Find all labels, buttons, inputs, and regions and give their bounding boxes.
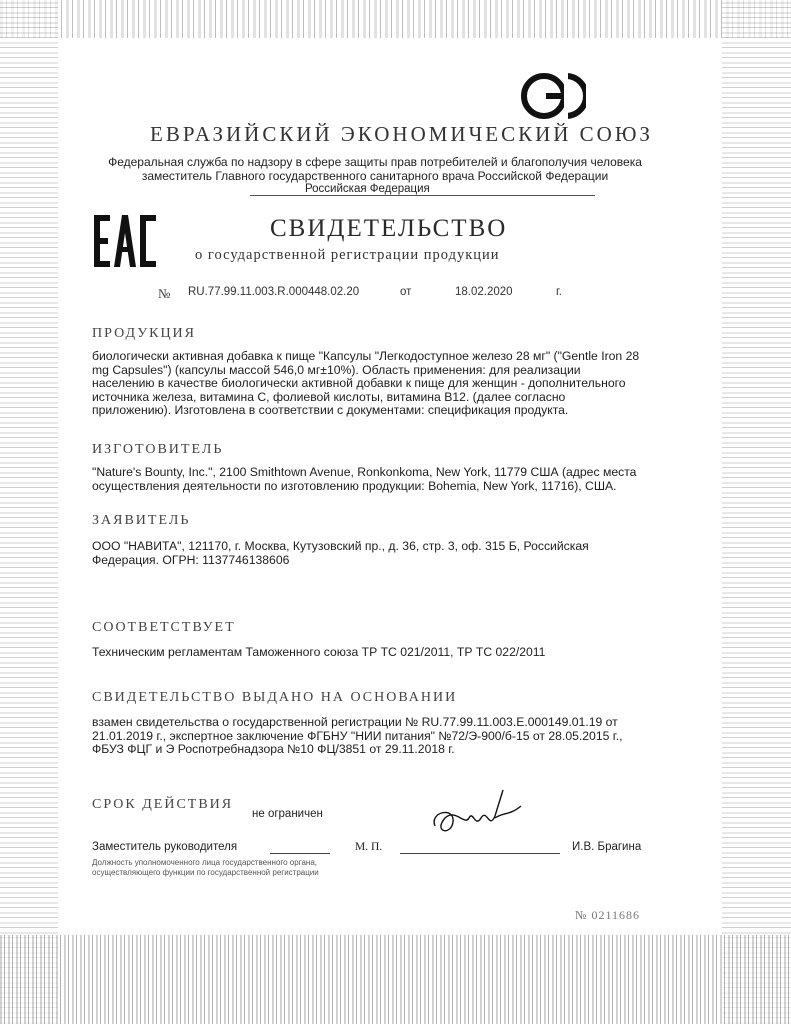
country-name: Российская Федерация (305, 183, 430, 195)
complies-heading: СООТВЕТСТВУЕТ (92, 620, 236, 635)
eac-mark-icon (92, 211, 158, 271)
complies-text: Техническим регламентам Таможенного союза ТР ТС 021/2011, ТР ТС 022/2011 (92, 645, 546, 659)
basis-text: взамен свидетельства о государственной регистрации № RU.77.99.11.003.Е.000149.01.19 от 21.01.2019 г., экспертное заключение ФГБНУ "НИИ питания" №72/Э-900/б-15 от 28.05.2015 г., ФБУЗ ФЦГ и Э Роспотребнадзора №10 ФЦ/3851 от 29.11.2018 г. (92, 715, 623, 757)
handwritten-signature (425, 782, 535, 844)
stamp-label: М. П. (355, 841, 383, 853)
validity-heading: СРОК ДЕЙСТВИЯ (92, 797, 234, 812)
country-underline (250, 195, 595, 196)
scan-border-bottom (0, 935, 791, 1024)
fineprint: Должность уполномоченного лица государственного органа, осуществляющего функции по государственной регистрации (92, 858, 319, 877)
scan-border-left (0, 0, 58, 1024)
manufacturer-text: "Nature's Bounty, Inc.", 2100 Smithtown Avenue, Ronkonkoma, New York, 11779 США (адрес места осуществления деятельности по изготовлению продукции: Bohemia, New York, 11716), США. (92, 465, 637, 493)
year-suffix: г. (556, 286, 562, 298)
conformity-mark-icon (520, 70, 586, 122)
product-heading: ПРОДУКЦИЯ (92, 326, 197, 341)
signature-line-middle (400, 853, 560, 854)
signatory-name: И.В. Брагина (572, 841, 642, 853)
manufacturer-heading: ИЗГОТОВИТЕЛЬ (92, 442, 224, 457)
validity-value: не ограничен (252, 808, 323, 820)
serial-number: № 0211686 (575, 908, 641, 922)
certificate-date: 18.02.2020 (455, 286, 513, 298)
union-title: ЕВРАЗИЙСКИЙ ЭКОНОМИЧЕСКИЙ СОЮЗ (150, 122, 653, 146)
basis-heading: СВИДЕТЕЛЬСТВО ВЫДАНО НА ОСНОВАНИИ (92, 690, 458, 705)
agency-name (80, 155, 670, 183)
number-label: № (158, 286, 171, 301)
from-label: от (400, 286, 412, 298)
applicant-text: ООО "НАВИТА", 121170, г. Москва, Кутузовский пр., д. 36, стр. 3, оф. 315 Б, Российская Федерация. ОГРН: 1137746138606 (92, 539, 589, 567)
certificate-subtitle: о государственной регистрации продукции (195, 247, 500, 263)
signatory-role: Заместитель руководителя (92, 841, 238, 853)
agency-line-2: заместитель Главного государственного санитарного врача Российской Федерации (141, 169, 609, 183)
agency-line-1: Федеральная служба по надзору в сфере защиты прав потребителей и благополучия человека (108, 155, 642, 169)
scan-border-right (722, 0, 791, 1024)
scan-border-top (0, 0, 791, 38)
product-text: биологически активная добавка к пище "Капсулы "Легкодоступное железо 28 мг" ("Gentle Iron 28 mg Capsules") (капсулы массой 546,0 мг±10%). Область применения: для реализации населению в качестве биологически активной добавки к пище для женщин - дополнительного источника железа, витамина С, фолиевой кислоты, витамина В12. (далее согласно приложению). Изготовлена в соответствии с документами: спецификация продукта. (92, 349, 640, 418)
applicant-heading: ЗАЯВИТЕЛЬ (92, 513, 191, 528)
signature-line-left (270, 853, 330, 854)
certificate-number: RU.77.99.11.003.R.000448.02.20 (188, 286, 360, 298)
certificate-title: СВИДЕТЕЛЬСТВО (270, 215, 508, 242)
